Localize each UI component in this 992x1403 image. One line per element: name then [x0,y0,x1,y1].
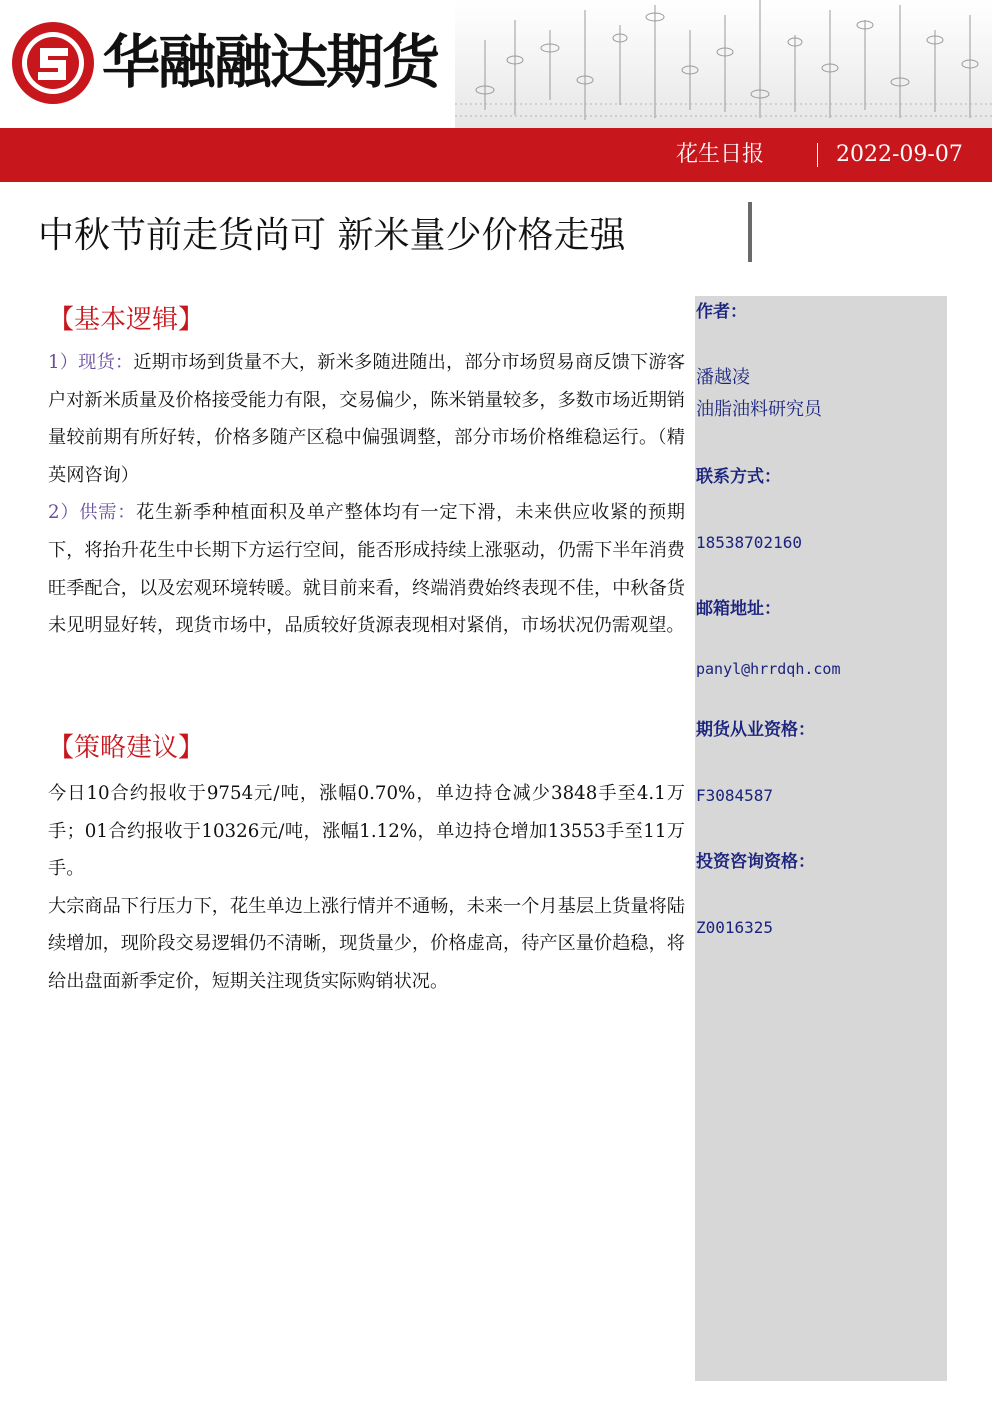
author-title: 油脂油料研究员 [696,399,822,420]
section-heading-logic: 【基本逻辑】 [48,305,205,335]
strategy-body [48,775,685,1001]
company-logo [10,20,450,110]
company-logo-icon [10,20,96,106]
author-label: 作者： [696,302,747,322]
advisory-qualification-number: Z0016325 [696,918,774,937]
author-name: 潘越凌 [696,367,750,388]
logic-paragraph-spot [48,344,685,494]
brand-name: 华融融达期货 [102,28,439,96]
logic-paragraph-supply [48,494,685,644]
strategy-paragraph-outlook: 大宗商品下行压力下，花生单边上涨行情并不通畅，未来一个月基层上货量将陆续增加，现阶段交易逻辑仍不清晰，现货量少，价格虚高，待产区量价趋稳，将给出盘面新季定价，短期关注现货实际购销状况。 [48,895,685,992]
section-heading-strategy: 【策略建议】 [48,733,205,763]
report-date: 2022-09-07 [836,142,963,167]
strategy-paragraph-prices: 今日10合约报收于9754元/吨，涨幅0.70%，单边持仓减少3848手至4.1万手；01合约报收于10326元/吨，涨幅1.12%，单边持仓增加13553手至11万手。 [48,783,685,880]
title-accent-bar [748,202,752,262]
header-divider [817,143,818,167]
email-address: panyl@hrrdqh.com [696,660,841,678]
supply-lead: 2）供需： [48,502,137,524]
futures-qualification-label: 期货从业资格： [696,720,815,740]
author-sidebar [695,296,947,1381]
page-title: 中秋节前走货尚可 新米量少价格走强 [38,215,626,256]
logic-body [48,344,685,645]
advisory-qualification-label: 投资咨询资格： [696,852,815,872]
header-decoration [455,0,992,128]
spot-text: 近期市场到货量不大，新米多随进随出，部分市场贸易商反馈下游客户对新米质量及价格接受能力有限，交易偏少，陈米销量较多，多数市场近期销量较前期有所好转，价格多随产区稳中偏强调整，部分市场价格维稳运行。（精英网咨询） [48,352,685,486]
contact-label: 联系方式： [696,467,781,487]
header-pattern-graphic [455,0,992,128]
futures-qualification-number: F3084587 [696,786,774,805]
supply-text: 花生新季种植面积及单产整体均有一定下滑，未来供应收紧的预期下，将抬升花生中长期下方运行空间，能否形成持续上涨驱动，仍需下半年消费旺季配合，以及宏观环境转暖。就目前来看，终端消费始终表现不佳，中秋备货未见明显好转，现货市场中，品质较好货源表现相对紧俏，市场状况仍需观望。 [48,502,685,637]
spot-lead: 1）现货： [48,352,134,373]
phone-number: 18538702160 [696,533,802,552]
report-type: 花生日报 [676,142,765,167]
email-label: 邮箱地址： [696,599,781,619]
